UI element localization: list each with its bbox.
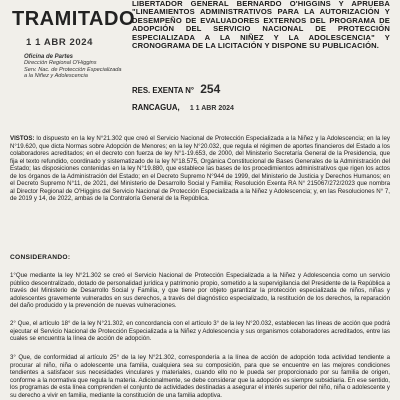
place-date: 1 1 ABR 2024 xyxy=(189,105,234,112)
stamp-title: TRAMITADO xyxy=(12,8,135,30)
considerando-text: 2° Que, el artículo 18° de la ley N°21.302, en concordancia con el artículo 3° de la ley N°20.032, establecen las líneas de acción que podrá ejecutar el Servicio Nacional de Protección Especializada a la Niñez y Adolescencia y sus organismos colaboradores acreditados, entre las cuales se encuentra la línea de acción de adopción. xyxy=(10,320,390,343)
vistos-label: VISTOS: xyxy=(10,135,35,142)
stamp-office xyxy=(24,54,124,80)
considerando-text: 3° Que, de conformidad al artículo 25° de la ley N°21.302, correspondería a la línea de acción de adopción toda actividad tendiente a procurar al niño, niña o adolescente una familia, cualquiera sea su composición, para que se encuentre en las mejores condiciones tendientes a satisfacer sus necesidades vinculares y materiales, cuando ello no le pueda ser proporcionado por su familia de origen, conforme a la normativa que regula la materia. Adicionalmente, se debe considerar que la adopción es siempre subsidiaria. En ese sentido, los programas de esta línea comprenden el conjunto de actividades destinadas a asegurar el interés superior del niño, niña o adolescente y su derecho a vivir en familia, mediante la constitución de una familia adoptiva. xyxy=(10,354,390,399)
considerando-item-3 xyxy=(10,354,390,399)
place-date-line xyxy=(132,103,234,112)
stamp-office-line: a la Niñez y Adolescencia xyxy=(24,73,88,80)
stamp-office-line: Dirección Regional O'Higgins xyxy=(24,60,97,67)
resolution-label: RES. EXENTA N° xyxy=(132,86,195,95)
vistos-paragraph xyxy=(10,135,390,203)
stamp-date: 1 1 ABR 2024 xyxy=(26,37,94,48)
considerando-item-2 xyxy=(10,320,390,343)
resolution-number-line xyxy=(132,82,220,96)
place-label: RANCAGUA, xyxy=(132,103,180,112)
resolution-title: LIBERTADOR GENERAL BERNARDO O'HIGGINS Y APRUEBA "LINEAMIENTOS ADMINISTRATIVOS PARA LA AUTORIZACIÓN Y DESEMPEÑO DE EVALUADORES EXTERNOS DEL PROGRAMA DE ADOPCIÓN DEL SERVICIO NACIONAL DE PROTECCIÓN ESPECIALIZADA A LA NIÑEZ Y LA ADOLESCENCIA" Y CRONOGRAMA DE LA LICITACIÓN Y DISPONE SU PUBLICACIÓN. xyxy=(132,0,390,51)
considerando-heading: CONSIDERANDO: xyxy=(10,254,71,261)
stamp-office-line: Serv. Nac. de Protección Especializada xyxy=(24,66,122,73)
resolution-number: 254 xyxy=(200,82,221,96)
considerando-item-1 xyxy=(10,272,390,310)
stamp-office-line: Oficina de Partes xyxy=(24,54,74,60)
tramitado-stamp xyxy=(6,0,135,80)
vistos-text: lo dispuesto en la ley N°21.302 que creó el Servicio Nacional de Protección Especializada a la Niñez y la Adolescencia; en la ley N°19.620, que dicta Normas sobre Adopción de Menores; en la ley N°20.032, que regula el régimen de aportes financieros del Estado a los colaboradores acreditados; en el decreto con fuerza de ley N°1-19.653, de 2000, del Ministerio Secretaría General de la Presidencia, que fija el texto refundido, coordinado y sistematizado de la ley N°18.575, Orgánica Constitucional de Bases Generales de la Administración del Estado; las disposiciones contenidas en la ley N°19.880, que establece las bases de los procedimientos administrativos que rigen los actos de los órganos de la Administración del Estado; en el Decreto Supremo N°944 de 1999, del Ministerio de Justicia y Derechos Humanos; en el Decreto Supremo N°11, de 2021, del Ministerio de Desarrollo Social y Familia; Resolución Exenta RA N° 215067/272/2023 que nombra al Director Regional de O'Higgins del Servicio Nacional de Protección Especializada a la Niñez y Adolescencia; y, en las Resoluciones N° 7, de 2019 y 14, de 2022, ambas de la Contraloría General de la República. xyxy=(10,135,390,203)
considerando-text: 1°Que mediante la ley N°21.302 se creó el Servicio Nacional de Protección Especializada a la Niñez y Adolescencia como un servicio público descentralizado, dotado de personalidad jurídica y patrimonio propio, sometido a la supervigilancia del Presidente de la República a través del Ministerio de Desarrollo Social y Familia, y que tiene por objeto garantizar la protección especializada de niños, niñas y adolescentes gravemente vulnerados en sus derechos, a través del diagnóstico especializado, la restitución de los derechos, la reparación del daño producido y la prevención de nuevas vulneraciones. xyxy=(10,272,390,310)
vistos-section xyxy=(10,135,390,203)
